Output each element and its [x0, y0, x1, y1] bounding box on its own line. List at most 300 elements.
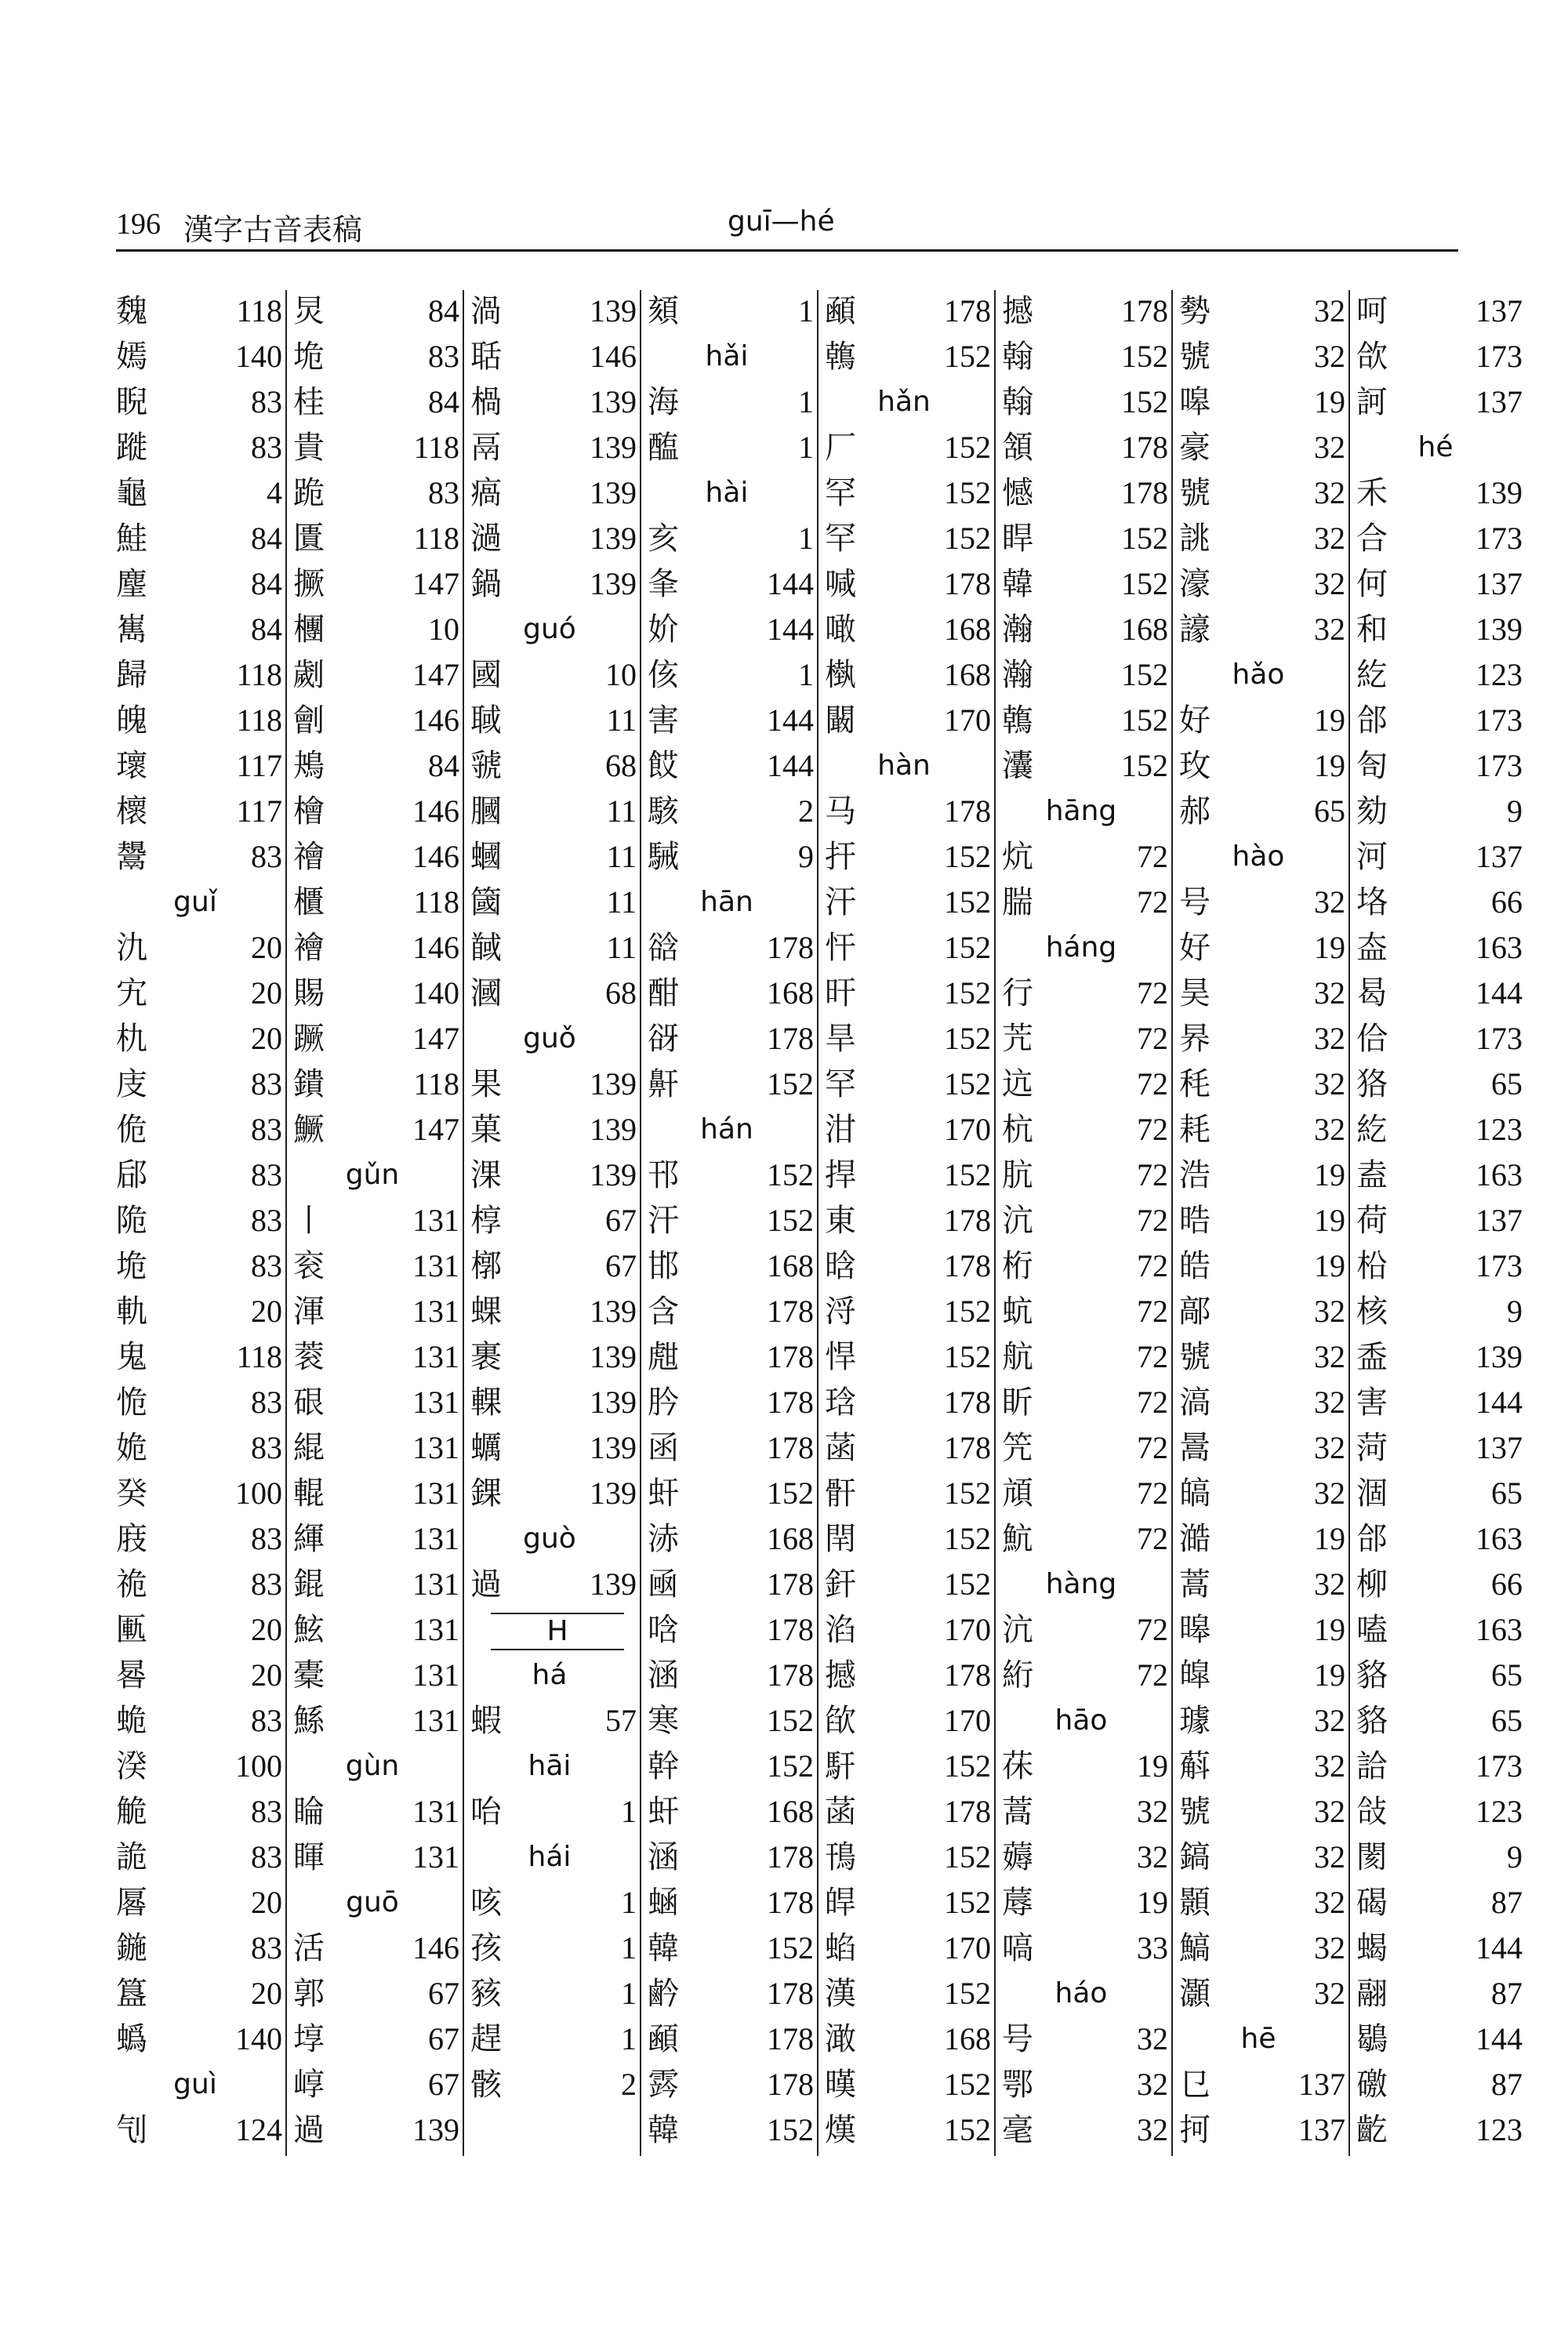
entry-page-number: 87	[1491, 1976, 1523, 2011]
entry-page-number: 152	[944, 1066, 991, 1102]
entry-page-number: 140	[235, 2021, 282, 2056]
entry-page-number: 178	[944, 293, 991, 328]
index-entry	[648, 1471, 822, 1516]
entry-character: 骭	[825, 1475, 856, 1512]
entry-character: 頷	[1002, 430, 1033, 466]
index-entry	[825, 1107, 999, 1152]
entry-character: 庋	[116, 1066, 147, 1102]
entry-character: 濄	[470, 521, 502, 557]
entry-character: 韓	[648, 1930, 679, 1966]
index-entry	[825, 2016, 999, 2062]
entry-page-number: 152	[944, 1157, 991, 1192]
index-entry	[1356, 289, 1530, 334]
index-entry	[1002, 379, 1176, 425]
entry-character: 谺	[648, 1021, 679, 1057]
index-entry	[1179, 698, 1353, 743]
index-entry	[470, 925, 644, 971]
entry-character: 淉	[470, 1157, 502, 1193]
entry-character: 鄗	[1179, 1294, 1210, 1330]
pinyin-heading: hán	[700, 1113, 753, 1145]
entry-character: 蛫	[116, 1703, 147, 1739]
entry-character: 嶲	[116, 612, 147, 648]
index-entry	[470, 1198, 644, 1243]
index-entry	[825, 1744, 999, 1789]
entry-page-number: 147	[412, 1021, 459, 1056]
entry-character: 豥	[470, 1976, 502, 2012]
entry-page-number: 178	[767, 930, 814, 965]
index-entry	[648, 925, 822, 971]
entry-page-number: 137	[1298, 2067, 1345, 2102]
entry-page-number: 152	[944, 1566, 991, 1602]
index-entry	[1002, 1016, 1176, 1062]
entry-page-number: 32	[1314, 1930, 1345, 1965]
index-entry	[648, 1698, 822, 1744]
pinyin-heading: gǔn	[345, 1159, 400, 1191]
index-entry	[648, 516, 822, 561]
index-column	[648, 289, 822, 2153]
entry-character: 凾	[648, 1566, 679, 1602]
pinyin-heading: háng	[1045, 931, 1117, 964]
entry-character: 撼	[825, 1657, 856, 1693]
entry-page-number: 173	[1475, 521, 1523, 556]
entry-character: 寒	[648, 1703, 679, 1739]
index-entry	[293, 1471, 467, 1516]
index-entry	[470, 1289, 644, 1334]
entry-character: 撅	[293, 566, 325, 602]
index-entry	[116, 971, 290, 1016]
entry-character: 晧	[1179, 1203, 1210, 1239]
index-entry	[1179, 1880, 1353, 1926]
entry-character: 菓	[470, 1112, 502, 1148]
entry-character: 滈	[1179, 1385, 1210, 1421]
entry-page-number: 146	[412, 1930, 459, 1965]
entry-page-number: 32	[1314, 1794, 1345, 1829]
index-entry	[1002, 1380, 1176, 1425]
entry-page-number: 19	[1314, 930, 1345, 965]
entry-page-number: 152	[1121, 566, 1168, 601]
entry-character: 恑	[116, 1385, 147, 1421]
entry-page-number: 19	[1314, 1657, 1345, 1693]
entry-page-number: 139	[1475, 475, 1523, 510]
index-entry	[470, 971, 644, 1016]
entry-character: 害	[1356, 1385, 1388, 1421]
pinyin-heading: hàng	[1045, 1568, 1117, 1600]
entry-character: 簋	[116, 1976, 147, 2012]
entry-page-number: 152	[767, 1203, 814, 1238]
entry-page-number: 32	[1314, 1885, 1345, 1920]
index-entry	[825, 1152, 999, 1198]
entry-character: 駴	[648, 839, 679, 875]
entry-character: 錕	[293, 1566, 325, 1602]
index-entry	[116, 925, 290, 971]
entry-character: 肮	[1002, 1157, 1033, 1193]
entry-page-number: 19	[1314, 1612, 1345, 1647]
pinyin-heading: hāi	[528, 1750, 572, 1782]
entry-page-number: 1	[798, 657, 814, 692]
entry-character: 晗	[825, 1248, 856, 1284]
entry-character: 蠣	[470, 1430, 502, 1466]
index-entry	[648, 607, 822, 652]
entry-character: 漢	[825, 1976, 856, 2012]
entry-page-number: 152	[944, 2067, 991, 2102]
index-entry	[1356, 1653, 1530, 1698]
entry-page-number: 72	[1137, 1157, 1168, 1192]
index-entry	[825, 698, 999, 743]
index-entry	[470, 1698, 644, 1744]
index-entry	[293, 925, 467, 971]
entry-character: 罕	[825, 521, 856, 557]
index-entry	[1002, 470, 1176, 516]
index-entry	[470, 743, 644, 789]
column-divider	[1348, 290, 1350, 2156]
index-entry	[470, 2016, 644, 2062]
index-entry	[1179, 1562, 1353, 1607]
entry-page-number: 137	[1475, 384, 1523, 419]
entry-page-number: 72	[1137, 1385, 1168, 1420]
entry-page-number: 83	[251, 1430, 282, 1465]
index-entry	[648, 1334, 822, 1380]
entry-character: 姽	[116, 1430, 147, 1466]
index-entry	[648, 1243, 822, 1289]
entry-character: 汗	[648, 1203, 679, 1239]
entry-character: 骸	[470, 2067, 502, 2103]
entry-page-number: 178	[767, 1657, 814, 1693]
index-entry	[293, 1334, 467, 1380]
index-entry	[825, 1880, 999, 1926]
entry-page-number: 1	[621, 1976, 637, 2011]
entry-page-number: 178	[767, 1294, 814, 1329]
entry-character: 崞	[293, 2067, 325, 2103]
entry-character: 邯	[648, 1248, 679, 1284]
index-entry	[293, 1562, 467, 1607]
entry-page-number: 84	[428, 293, 459, 328]
entry-page-number: 152	[767, 1930, 814, 1965]
index-entry	[1179, 1062, 1353, 1107]
entry-character: 佹	[116, 1112, 147, 1148]
entry-character: 蚢	[1002, 1294, 1033, 1330]
entry-page-number: 152	[1121, 748, 1168, 783]
entry-page-number: 139	[590, 1066, 637, 1102]
index-entry	[116, 1562, 290, 1607]
index-entry	[648, 1789, 822, 1835]
index-entry	[648, 1971, 822, 2016]
index-entry	[116, 1698, 290, 1744]
entry-character: 韓	[1002, 566, 1033, 602]
entry-page-number: 123	[1475, 657, 1523, 692]
pinyin-heading: hǎn	[877, 386, 931, 418]
entry-character: 鶡	[1356, 2021, 1388, 2057]
entry-character: 荷	[1356, 1203, 1388, 1239]
entry-character: 皜	[1179, 1475, 1210, 1512]
index-entry	[1356, 743, 1530, 789]
entry-character: 顄	[825, 293, 856, 329]
entry-character: 撼	[1002, 293, 1033, 329]
pinyin-heading: hāng	[1045, 795, 1117, 827]
entry-page-number: 163	[1475, 1157, 1523, 1192]
entry-character: 號	[1179, 339, 1210, 375]
entry-character: 郃	[1356, 1521, 1388, 1557]
index-entry	[470, 1880, 644, 1926]
entry-character: 匱	[293, 521, 325, 557]
index-entry	[1179, 880, 1353, 925]
pinyin-heading: hàn	[877, 750, 931, 782]
entry-character: 孩	[470, 1930, 502, 1966]
index-entry	[470, 334, 644, 379]
entry-page-number: 4	[267, 475, 282, 510]
entry-page-number: 84	[428, 748, 459, 783]
entry-character: 厂	[825, 430, 856, 466]
entry-page-number: 83	[251, 430, 282, 465]
entry-character: 欿	[825, 1703, 856, 1739]
entry-character: 号	[1002, 2021, 1033, 2057]
index-entry	[1356, 1562, 1530, 1607]
entry-page-number: 178	[767, 1430, 814, 1465]
book-title: 漢字古音表稿	[183, 212, 363, 247]
entry-character: 暤	[1179, 1612, 1210, 1648]
entry-character: 霠	[648, 2067, 679, 2103]
entry-character: 漍	[470, 975, 502, 1011]
entry-page-number: 163	[1475, 930, 1523, 965]
index-entry	[293, 789, 467, 834]
entry-page-number: 84	[428, 384, 459, 419]
index-entry	[825, 834, 999, 880]
entry-character: 咍	[470, 1794, 502, 1830]
entry-character: 簂	[470, 884, 502, 920]
pinyin-heading: hé	[1417, 431, 1454, 463]
index-entry	[1356, 1289, 1530, 1334]
entry-character: 唅	[648, 1612, 679, 1648]
entry-character: 狢	[1356, 1066, 1388, 1102]
entry-character: 盺	[1002, 1385, 1033, 1421]
entry-character: 朹	[116, 1021, 147, 1057]
index-entry	[825, 1425, 999, 1471]
entry-page-number: 173	[1475, 339, 1523, 374]
entry-character: 誂	[1179, 521, 1210, 557]
index-entry	[825, 971, 999, 1016]
index-entry	[648, 743, 822, 789]
index-entry	[470, 834, 644, 880]
entry-character: 庪	[116, 1521, 147, 1557]
entry-character: 櫃	[293, 884, 325, 920]
entry-page-number: 2	[621, 2067, 637, 2102]
entry-character: 虢	[470, 748, 502, 784]
index-entry	[1002, 1289, 1176, 1334]
entry-character: 號	[1179, 1794, 1210, 1830]
entry-page-number: 65	[1491, 1475, 1523, 1511]
entry-character: 過	[470, 1566, 502, 1602]
entry-character: 瀚	[1002, 657, 1033, 693]
entry-character: 蒿	[1179, 1566, 1210, 1602]
entry-character: 妎	[648, 612, 679, 648]
entry-page-number: 32	[1314, 884, 1345, 920]
index-entry	[116, 379, 290, 425]
entry-page-number: 137	[1298, 2112, 1345, 2147]
entry-page-number: 32	[1314, 1703, 1345, 1738]
entry-page-number: 83	[251, 1248, 282, 1283]
entry-character: 垝	[116, 1248, 147, 1284]
entry-page-number: 1	[798, 293, 814, 328]
entry-character: 渾	[293, 1294, 325, 1330]
entry-page-number: 140	[235, 339, 282, 374]
entry-page-number: 72	[1137, 975, 1168, 1011]
entry-character: 菡	[825, 1430, 856, 1466]
entry-character: 鍦	[116, 1930, 147, 1966]
entry-page-number: 11	[606, 839, 637, 874]
entry-page-number: 131	[412, 1794, 459, 1829]
index-entry	[1179, 379, 1353, 425]
index-entry	[648, 834, 822, 880]
index-entry	[1356, 698, 1530, 743]
index-entry	[470, 470, 644, 516]
entry-page-number: 65	[1491, 1657, 1523, 1693]
entry-page-number: 83	[251, 1930, 282, 1965]
entry-character: 何	[1356, 566, 1388, 602]
entry-character: 賜	[293, 975, 325, 1011]
entry-page-number: 144	[767, 566, 814, 601]
entry-page-number: 2	[798, 793, 814, 829]
index-entry	[648, 379, 822, 425]
entry-page-number: 72	[1137, 1112, 1168, 1147]
entry-character: 蜭	[825, 1930, 856, 1966]
header-rule	[116, 249, 1458, 252]
entry-character: 龜	[116, 475, 147, 511]
entry-page-number: 72	[1137, 839, 1168, 874]
index-entry	[1356, 1971, 1530, 2016]
entry-page-number: 83	[251, 1521, 282, 1556]
entry-page-number: 19	[1137, 1748, 1168, 1784]
entry-page-number: 68	[605, 975, 637, 1011]
index-entry	[470, 698, 644, 743]
index-entry	[1179, 925, 1353, 971]
entry-character: 曷	[1356, 975, 1388, 1011]
index-entry	[116, 289, 290, 334]
index-entry	[470, 2062, 644, 2107]
entry-character: 裹	[470, 1339, 502, 1375]
entry-character: 鍋	[470, 566, 502, 602]
entry-page-number: 117	[236, 748, 282, 783]
entry-page-number: 146	[412, 839, 459, 874]
entry-page-number: 152	[1121, 521, 1168, 556]
entry-page-number: 131	[412, 1521, 459, 1556]
entry-character: 頦	[648, 293, 679, 329]
entry-page-number: 131	[412, 1203, 459, 1238]
entry-character: 邗	[648, 1157, 679, 1193]
pinyin-heading: gùn	[345, 1750, 400, 1782]
entry-character: 盇	[1356, 930, 1388, 966]
index-entry	[825, 2062, 999, 2107]
entry-page-number: 1	[798, 384, 814, 419]
index-entry	[293, 1698, 467, 1744]
entry-character: 禬	[293, 839, 325, 875]
entry-character: 鹶	[648, 1976, 679, 2012]
index-entry	[1002, 698, 1176, 743]
index-entry	[1002, 2107, 1176, 2153]
entry-character: 鬼	[116, 1339, 147, 1375]
entry-page-number: 84	[251, 612, 282, 647]
entry-character: 昦	[1179, 1021, 1210, 1057]
entry-character: 衮	[293, 1248, 325, 1284]
entry-character: 桁	[1002, 1248, 1033, 1284]
entry-page-number: 139	[590, 1430, 637, 1465]
entry-character: 硍	[293, 1385, 325, 1421]
entry-page-number: 67	[428, 2067, 459, 2102]
entry-page-number: 163	[1475, 1612, 1523, 1647]
entry-page-number: 152	[944, 1294, 991, 1329]
entry-page-number: 32	[1137, 1839, 1168, 1875]
entry-page-number: 152	[944, 1521, 991, 1556]
pinyin-heading: hài	[705, 477, 749, 509]
entry-character: 麈	[116, 566, 147, 602]
entry-character: 閈	[825, 1521, 856, 1557]
entry-page-number: 83	[251, 1157, 282, 1192]
entry-character: 杭	[1002, 1112, 1033, 1148]
entry-page-number: 178	[767, 1976, 814, 2011]
entry-page-number: 9	[1507, 1294, 1523, 1329]
entry-character: 腨	[1002, 884, 1033, 920]
index-entry	[116, 1334, 290, 1380]
entry-character: 觤	[116, 1794, 147, 1830]
index-entry	[1002, 1926, 1176, 1971]
entry-character: 柗	[1356, 1248, 1388, 1284]
index-entry	[293, 516, 467, 561]
entry-character: 鬹	[116, 839, 147, 875]
entry-page-number: 131	[412, 1339, 459, 1374]
index-entry	[116, 561, 290, 607]
pinyin-heading: guō	[346, 1886, 399, 1918]
entry-page-number: 20	[251, 930, 282, 965]
entry-page-number: 124	[235, 2112, 282, 2147]
index-entry	[1179, 1744, 1353, 1789]
index-entry	[116, 834, 290, 880]
index-entry	[1002, 1516, 1176, 1562]
entry-page-number: 19	[1314, 1157, 1345, 1192]
entry-page-number: 65	[1491, 1066, 1523, 1102]
index-entry	[293, 1107, 467, 1152]
entry-character: 蹶	[293, 1021, 325, 1057]
entry-page-number: 152	[1121, 384, 1168, 419]
entry-character: 郈	[116, 1157, 147, 1193]
index-entry	[1356, 1107, 1530, 1152]
entry-character: 害	[648, 702, 679, 739]
entry-page-number: 32	[1314, 339, 1345, 374]
entry-page-number: 68	[605, 748, 637, 783]
entry-page-number: 83	[251, 1066, 282, 1102]
entry-character: 柳	[1356, 1566, 1388, 1602]
entry-character: 捍	[825, 1157, 856, 1193]
index-entry	[470, 1062, 644, 1107]
entry-page-number: 178	[1121, 475, 1168, 510]
entry-page-number: 178	[767, 1839, 814, 1875]
entry-character: 鄂	[1002, 2067, 1033, 2103]
entry-character: 垝	[293, 339, 325, 375]
entry-page-number: 32	[1314, 1021, 1345, 1056]
index-entry	[1002, 880, 1176, 925]
entry-character: 浾	[648, 1521, 679, 1557]
entry-page-number: 152	[944, 1748, 991, 1784]
entry-character: 侅	[648, 657, 679, 693]
entry-character: 噉	[825, 612, 856, 648]
entry-character: 鼾	[648, 1066, 679, 1102]
index-entry	[293, 379, 467, 425]
index-entry	[648, 1926, 822, 1971]
section-letter-label: H	[491, 1613, 624, 1650]
entry-page-number: 1	[798, 430, 814, 465]
entry-page-number: 147	[412, 657, 459, 692]
index-entry	[470, 1243, 644, 1289]
index-column	[116, 289, 290, 2153]
index-entry	[470, 1380, 644, 1425]
entry-character: 蔛	[1179, 1748, 1210, 1784]
